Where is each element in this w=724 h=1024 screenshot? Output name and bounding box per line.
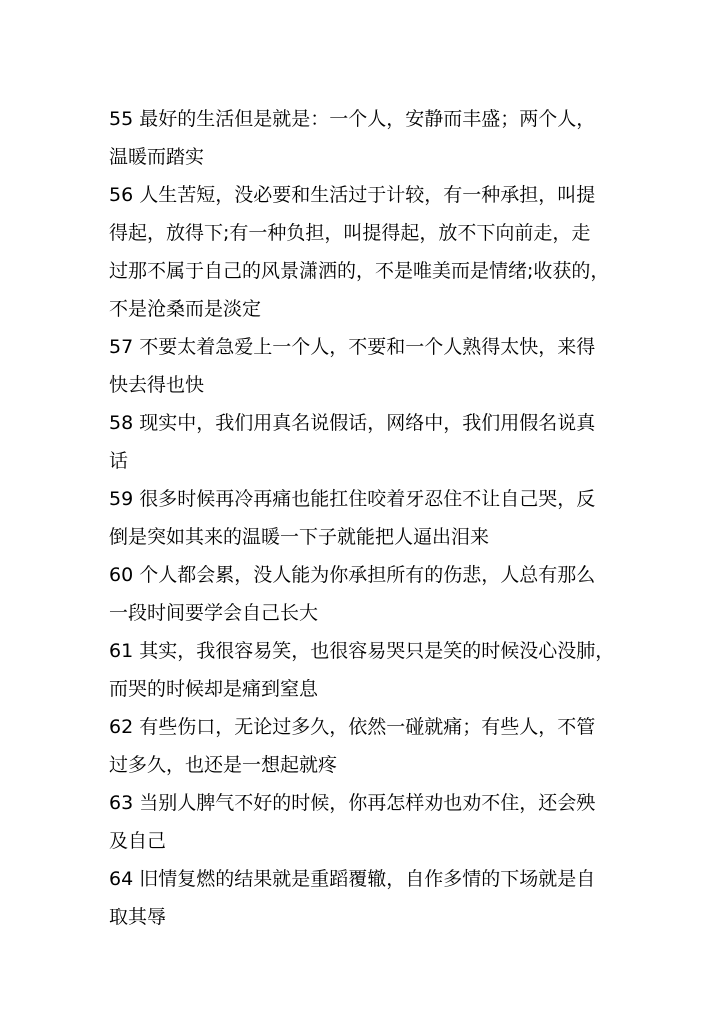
- text-line: 56 人生苦短，没必要和生活过于计较，有一种承担，叫提: [109, 184, 596, 206]
- text-line: 不是沧桑而是淡定: [109, 298, 262, 320]
- text-line: 55 最好的生活但是就是：一个人，安静而丰盛；两个人，: [109, 108, 596, 130]
- text-line: 57 不要太着急爱上一个人，不要和一个人熟得太快，来得: [109, 336, 596, 358]
- text-line: 59 很多时候再冷再痛也能扛住咬着牙忍住不让自己哭，反: [109, 488, 596, 510]
- text-line: 倒是突如其来的温暖一下子就能把人逼出泪来: [109, 526, 490, 548]
- text-line: 一段时间要学会自己长大: [109, 602, 319, 624]
- text-line: 61 其实，我很容易笑，也很容易哭只是笑的时候没心没肺，: [109, 640, 615, 662]
- text-line: 63 当别人脾气不好的时候，你再怎样劝也劝不住，还会殃: [109, 792, 596, 814]
- text-line: 而哭的时候却是痛到窒息: [109, 678, 319, 700]
- text-line: 过那不属于自己的风景潇洒的，不是唯美而是情绪;收获的，: [109, 260, 610, 282]
- text-line: 取其辱: [109, 906, 167, 928]
- text-line: 得起，放得下;有一种负担，叫提得起，放不下向前走，走: [109, 222, 591, 244]
- text-line: 快去得也快: [109, 374, 205, 396]
- text-line: 62 有些伤口，无论过多久，依然一碰就痛；有些人，不管: [109, 716, 596, 738]
- text-line: 60 个人都会累，没人能为你承担所有的伤悲，人总有那么: [109, 564, 596, 586]
- text-line: 58 现实中，我们用真名说假话，网络中，我们用假名说真: [109, 412, 596, 434]
- text-line: 及自己: [109, 830, 167, 852]
- text-line: 过多久，也还是一想起就疼: [109, 754, 338, 776]
- text-line: 温暖而踏实: [109, 146, 205, 168]
- text-line: 64 旧情复燃的结果就是重蹈覆辙，自作多情的下场就是自: [109, 868, 596, 890]
- text-body: [109, 100, 629, 936]
- text-line: 话: [109, 450, 129, 472]
